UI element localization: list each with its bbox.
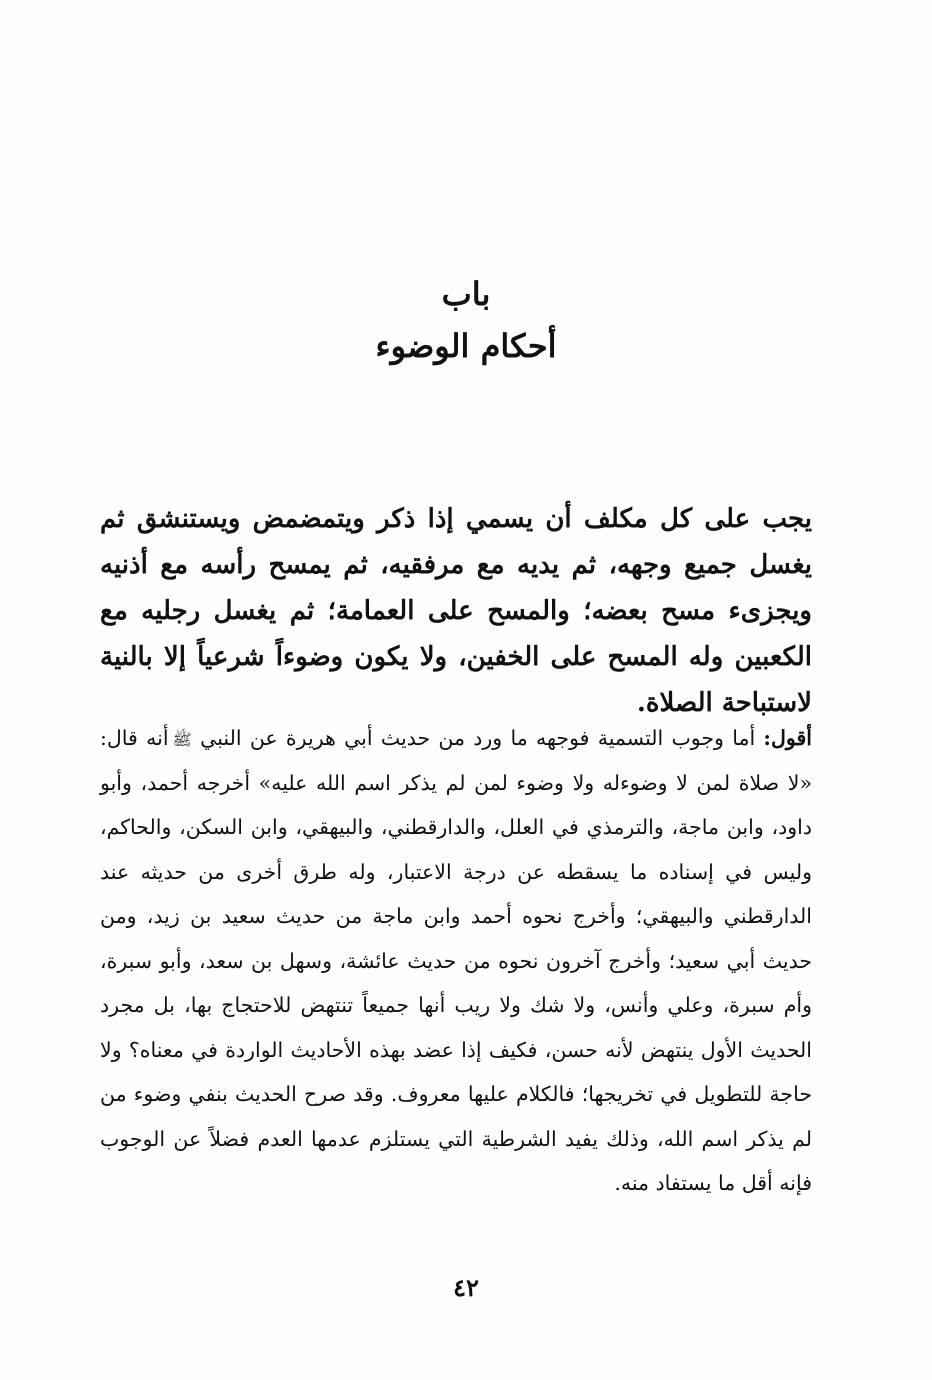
page-number: ٤٢ — [453, 1273, 479, 1302]
commentary-text-part1: أما وجوب التسمية فوجهه ما ورد من حديث أبي هريرة عن النبي — [200, 726, 756, 750]
salawat-icon: ﷺ — [172, 729, 192, 749]
chapter-title-block — [0, 268, 932, 372]
commentary-paragraph — [100, 716, 812, 1206]
commentary-lead: أقول: — [763, 726, 812, 750]
chapter-heading: باب — [441, 275, 491, 313]
chapter-title: أحكام الوضوء — [375, 327, 557, 365]
matn-paragraph: يجب على كل مكلف أن يسمي إذا ذكر ويتمضمض ويستنشق ثم يغسل جميع وجهه، ثم يديه مع مرفقيه، ثم يمسح رأسه مع أذنيه ويجزىء مسح بعضه؛ والمسح على العمامة؛ ثم يغسل رجليه مع الكعبين وله المسح على الخفين، ولا يكون وضوءاً شرعياً إلا بالنية لاستباحة الصلاة. — [100, 504, 812, 718]
commentary-text-part2: أنه قال: «لا صلاة لمن لا وضوءله ولا وضوء لمن لم يذكر اسم الله عليه» أخرجه أحمد، وأبو داود، وابن ماجة، والترمذي في العلل، والدارقطني، والبيهقي، وابن السكن، والحاكم، وليس في إسناده ما يسقطه عن درجة الاعتبار، وله طرق أخرى من حديثه عند الدارقطني والبيهقي؛ وأخرج نحوه أحمد وابن ماجة من حديث سعيد بن زيد، ومن حديث أبي سعيد؛ وأخرج آخرون نحوه من حديث عائشة، وسهل بن سعد، وأبو سبرة، وأم سبرة، وعلي وأنس، ولا شك ولا ريب أنها جميعاً تنتهض للاحتجاج بها، بل مجرد الحديث الأول ينتهض لأنه حسن، فكيف إذا عضد بهذه الأحاديث الواردة في معناه؟ ولا حاجة للتطويل في تخريجها؛ فالكلام عليها معروف. وقد صرح الحديث بنفي وضوء من لم يذكر اسم الله، وذلك يفيد الشرطية التي يستلزم عدمها العدم فضلاً عن الوجوب فإنه أقل ما يستفاد منه. — [100, 726, 812, 1195]
